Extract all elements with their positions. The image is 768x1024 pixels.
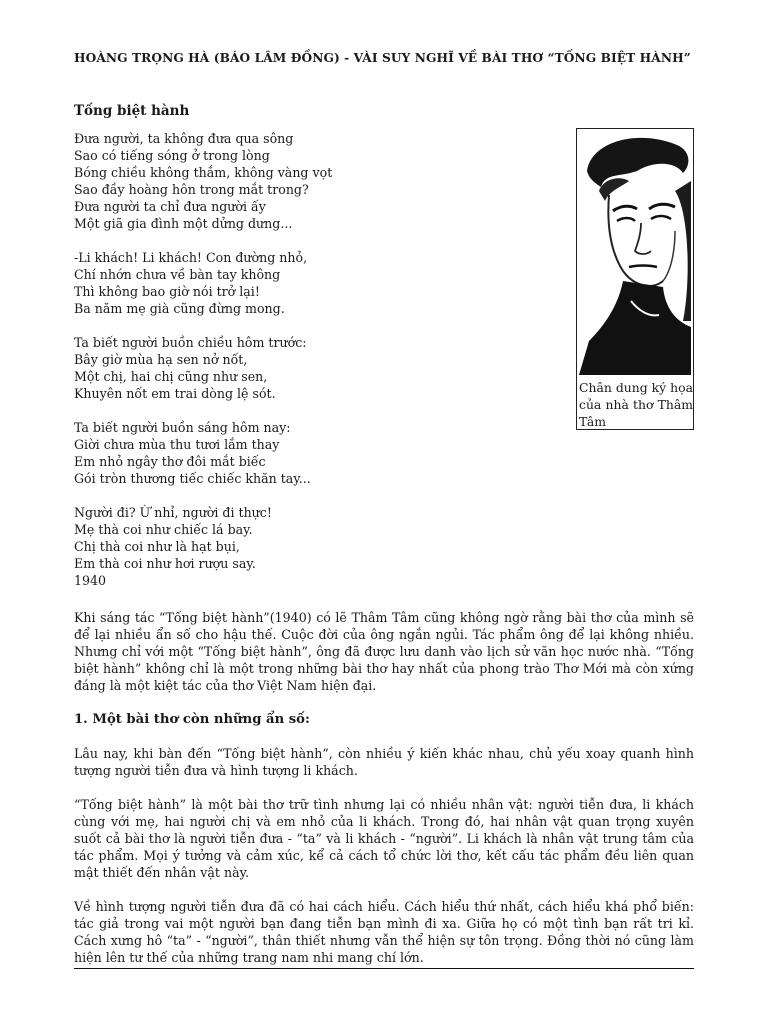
poem-stanza [74, 504, 554, 589]
poem-line: Giời chưa mùa thu tươi lắm thay [74, 437, 280, 452]
poem-line: Thì không bao giờ nói trở lại! [74, 284, 260, 299]
poem-title: Tống biệt hành [74, 103, 190, 119]
portrait-caption: Chân dung ký họa của nhà thơ Thâm Tâm [579, 380, 693, 429]
poem-line: Sao đầy hoàng hôn trong mắt trong? [74, 182, 309, 197]
footer-rule [74, 968, 694, 969]
poem-line: Mẹ thà coi như chiếc lá bay. [74, 522, 253, 537]
section-title: 1. Một bài thơ còn những ẩn số: [74, 712, 310, 727]
intro-paragraph: Khi sáng tác “Tống biệt hành”(1940) có lẽ Thâm Tâm cũng không ngờ rằng bài thơ của mình sẽ để lại nhiều ẩn số cho hậu thế. Cuộc đời của ông ngắn ngủi. Tác phẩm ông để lại không nhiều. Nhưng chỉ với một “Tống biệt hành”, ông đã được lưu danh vào lịch sử văn học nước nhà. “Tống biệt hành” không chỉ là một trong những bài thơ hay nhất của phong trào Thơ Mới mà còn xứng đáng là một kiệt tác của thơ Việt Nam hiện đại. [74, 610, 694, 693]
article-heading: HOÀNG TRỌNG HÀ (BÁO LÂM ĐỒNG) - VÀI SUY NGHĨ VỀ BÀI THƠ “TỐNG BIỆT HÀNH” [74, 51, 691, 65]
poem-line: Chí nhớn chưa về bàn tay không [74, 267, 281, 282]
poem-stanza [74, 249, 554, 317]
poem-line: Gói tròn thương tiếc chiếc khăn tay... [74, 471, 311, 486]
poem-line: Một chị, hai chị cũng như sen, [74, 369, 268, 384]
poem-line: Sao có tiếng sóng ở trong lòng [74, 148, 270, 163]
poem-line: Ta biết người buồn chiều hôm trước: [74, 335, 307, 350]
poem-line: Đưa người ta chỉ đưa người ấy [74, 199, 266, 214]
poem-line: -Li khách! Li khách! Con đường nhỏ, [74, 250, 308, 265]
poem-line: Bóng chiều không thắm, không vàng vọt [74, 165, 333, 180]
poem-line: Chị thà coi như là hạt bụi, [74, 539, 240, 554]
poem-line: Ba năm mẹ già cũng đừng mong. [74, 301, 285, 316]
portrait-figure [576, 128, 694, 430]
article-body [74, 609, 694, 983]
poem-stanza [74, 130, 554, 232]
portrait-sketch-icon [579, 131, 691, 375]
body-paragraph: Về hình tượng người tiễn đưa đã có hai cách hiểu. Cách hiểu thứ nhất, cách hiểu khá phổ biến: tác giả trong vai một người bạn đang tiễn bạn mình đi xa. Giữa họ có một tình bạn rất tri kỉ. Cách xưng hô “ta” - “người”, thân thiết nhưng vẫn thể hiện sự tôn trọng. Đồng thời nó cũng làm hiện lên tư thế của những trang nam nhi mang chí lớn. [74, 899, 694, 965]
poem-line: Người đi? Ừ nhỉ, người đi thực! [74, 505, 272, 520]
poem-line: Một giã gia đình một dửng dưng... [74, 216, 293, 231]
body-paragraph: “Tống biệt hành” là một bài thơ trữ tình nhưng lại có nhiều nhân vật: người tiễn đưa, li khách cùng với mẹ, hai người chị và em nhỏ của li khách. Trong đó, hai nhân vật quan trọng xuyên suốt cả bài thơ là người tiễn đưa - “ta” và li khách - “người”. Li khách là nhân vật trung tâm của tác phẩm. Mọi ý tưởng và cảm xúc, kể cả cách tổ chức lời thơ, kết cấu tác phẩm đều liên quan mật thiết đến nhân vật này. [74, 797, 694, 880]
poem-year: 1940 [74, 573, 107, 588]
poem-line: Ta biết người buồn sáng hôm nay: [74, 420, 291, 435]
poem-line: Bây giờ mùa hạ sen nở nốt, [74, 352, 248, 367]
poem-stanza [74, 334, 554, 402]
poem-line: Em thà coi như hơi rượu say. [74, 556, 256, 571]
poem-text [74, 130, 554, 589]
poem-line: Đưa người, ta không đưa qua sông [74, 131, 294, 146]
poem-line: Khuyên nốt em trai dòng lệ sót. [74, 386, 276, 401]
poem-stanza [74, 419, 554, 487]
body-paragraph: Lâu nay, khi bàn đến “Tống biệt hành”, còn nhiều ý kiến khác nhau, chủ yếu xoay quanh hình tượng người tiễn đưa và hình tượng li khách. [74, 746, 694, 778]
poem-line: Em nhỏ ngây thơ đôi mắt biếc [74, 454, 266, 469]
